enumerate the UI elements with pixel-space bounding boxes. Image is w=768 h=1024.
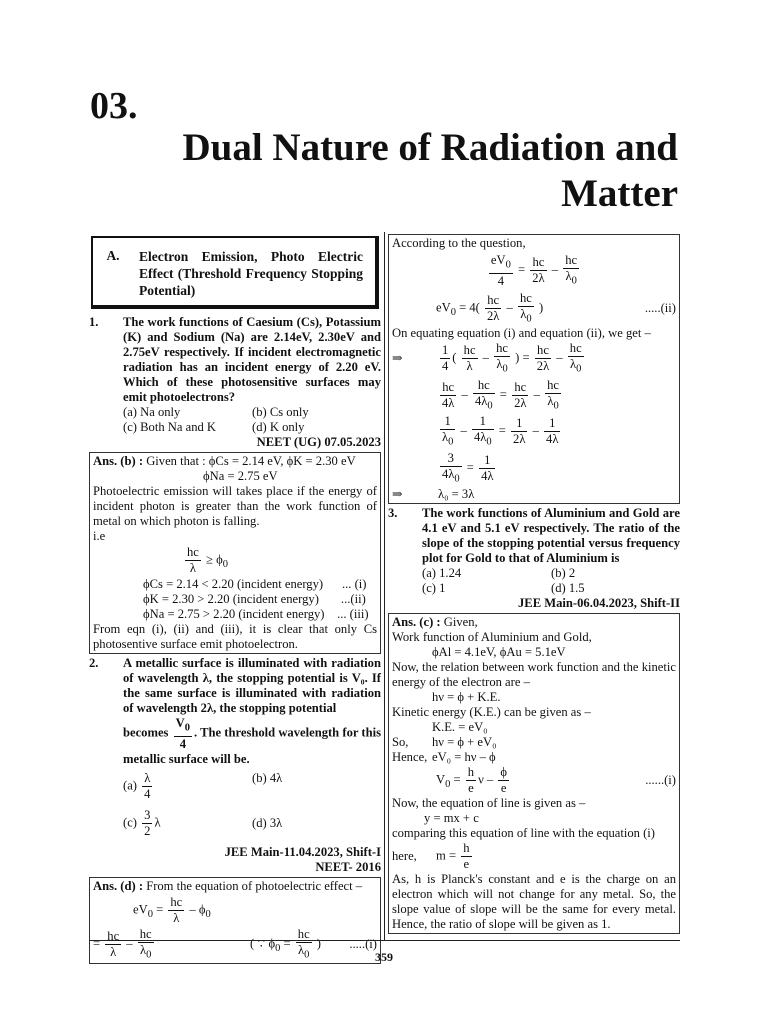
answer-label: Ans. (c) : [392,615,441,630]
answer-line-label: Hence, [392,750,428,765]
answer-label: Ans. (b) : [93,454,144,468]
option-b: (b) 2 [551,566,576,581]
question-number: 2. [89,656,99,670]
answer-ie: i.e [93,529,106,543]
continuation-intro: According to the question, [392,236,526,250]
equating-text: On equating equation (i) and equation (ii), we get – [392,326,651,341]
equating-step-1: ⇒ $\frac{1}{4}$ ( $\frac{hc}{\lambda}$ – $\frac{hc}{\lambda_0}$ ) = $\frac{hc}{2\lambda}$ – $\frac{hc}{\lambda_0}$ [392,341,582,375]
question-3 [388,506,680,566]
answer-line-3: ϕNa = 2.75 > 2.20 (incident energy) ... (iii) [143,607,369,621]
answer-line-label: So, [392,735,409,750]
right-column [388,232,680,936]
section-letter: A. [106,248,120,263]
condition-equation: $\frac{hc}{\lambda}$ ≥ $\phi_0$ [187,545,228,575]
q2-options [89,771,381,839]
equation-ii: $eV_0 = 4$( $\frac{hc}{2\lambda}$ – $\frac{hc}{\lambda_0}$ ) .....(ii) [436,290,676,325]
answer-given: Given that : ϕCs = 2.14 eV, ϕK = 2.30 eV [146,454,356,468]
equating-step-4: $\frac{3}{4\lambda_0}$ = $\frac{1}{4\lambda}$ [442,450,494,485]
answer-line: Now, the relation between work function and the kinetic energy of the electron are – [392,660,676,690]
q3-answer-box [388,613,680,934]
final-result: ⇒ λ₀ = 3λ [392,487,475,502]
question-text: The work functions of Aluminium and Gold are 4.1 eV and 5.1 eV respectively. The ratio of the slope of the stopping potential versus frequency plot for Gold to that of Aluminium is [422,506,680,566]
option-b: (b) 4λ [252,770,283,785]
answer-line: ϕAl = 4.1eV, ϕAu = 5.1eV [432,645,566,660]
option-b: (b) Cs only [252,405,309,419]
question-2 [89,656,381,767]
question-text-2: . The threshold wavelength for this metallic surface will be. [123,725,381,766]
option-a: (a) Na only [123,405,181,419]
q2-source-1: JEE Main-11.04.2023, Shift-I [224,844,381,859]
answer-line: y = mx + c [424,811,479,826]
equating-step-3: $\frac{1}{\lambda_0}$ – $\frac{1}{4\lambda_0}$ = $\frac{1}{2\lambda}$ – $\frac{1}{4\lambda}$ [442,414,559,448]
chapter-title: Dual Nature of Radiation and Matter [182,126,678,215]
column-divider [384,232,385,940]
answer-line: hν = ϕ + K.E. [432,690,501,705]
answer-text: Photoelectric emission will takes place if the energy of incident photon is greater than the work function of metal on which photon is falling. [93,484,377,528]
answer-line: Kinetic energy (K.E.) can be given as – [392,705,591,720]
slope-equation: here, m = $\frac{h}{e}$ [392,841,470,872]
section-header-box [91,236,379,309]
question-text: A metallic surface is illuminated with radiation of wavelength λ, the stopping potential is V₀. If the same surface is illuminated with radiation of wavelength 2λ, the stopping potential [123,656,381,715]
equation-i: $V_0$ = $\frac{h}{e}$ ν – $\frac{\phi}{e}$ ......(i) [436,765,676,796]
answer-line-2: ϕK = 2.30 > 2.20 (incident energy) ...(ii) [143,592,366,606]
answer-given-na: ϕNa = 2.75 eV [203,469,278,483]
option-c: (c) $\frac{3}{2}$ λ [123,807,161,838]
answer-line: Work function of Aluminium and Gold, [392,630,592,645]
equation-tag: .....(ii) [644,300,676,315]
result-value: λ₀ = 3λ [438,487,475,502]
answer-line: K.E. = eV₀ [432,720,488,735]
equation-stopping: $\frac{eV_0}{4}$ = $\frac{hc}{2\lambda}$ – $\frac{hc}{\lambda_0}$ [490,253,578,288]
q3-options [388,566,680,596]
answer-conclusion: From eqn (i), (ii) and (iii), it is clear that only Cs photosentive surface emit photoelectron. [93,622,377,651]
q1-answer-box [89,452,381,654]
answer-line: comparing this equation of line with the equation (i) [392,826,656,841]
option-d: (d) K only [252,420,305,434]
question-text: The work functions of Caesium (Cs), Potassium (K) and Sodium (Na) are 2.14eV, 2.30eV and 2.75eV respectively. If incident electromagnetic radiation has an incident energy of 2.20 eV. Which of these photosensitive surfaces may emit photoelectrons? [123,315,381,404]
q1-source: NEET (UG) 07.05.2023 [256,435,381,449]
page-number: 359 [375,950,393,964]
q2-answer-continued [388,234,680,504]
photoelectric-equation: $eV_0$ = $\frac{hc}{\lambda}$ – $\phi_0$ [133,894,211,925]
answer-conclusion: As, h is Planck's constant and e is the charge on an electron which will not change for any metal. So, the slope value of slope will be the same for every metal. Hence, the ratio of slope will be given as 1. [392,872,676,932]
left-column [89,232,381,966]
answer-given: Given, [443,615,478,630]
equation-i: = $\frac{hc}{\lambda}$ – $\frac{hc}{\lambda_0}$ ( ∵ $\phi_0$ = $\frac{hc}{\lambda_0}$ ) .....(i) [93,926,377,961]
answer-text: From the equation of photoelectric effect – [146,878,363,893]
option-d: (d) 3λ [252,815,283,830]
answer-line: eV₀ = hν – ϕ [432,750,496,765]
q1-options [89,405,381,435]
answer-line-1: ϕCs = 2.14 < 2.20 (incident energy) ... (i) [143,577,367,591]
option-c: (c) Both Na and K [123,420,217,434]
v0-over-4: $\frac{V_0}{4}$ [175,716,191,751]
chapter-number: 03. [90,85,138,127]
q2-source-2: NEET- 2016 [315,859,381,874]
question-number: 3. [388,506,398,521]
equation-tag: .....(i) [349,936,377,951]
option-a: (a) $\frac{\lambda}{4}$ [123,770,151,801]
question-number: 1. [89,315,99,329]
answer-line-label: here, [392,849,417,864]
section-title: Electron Emission, Photo Electric Effect (Threshold Frequency Stopping Potential) [139,249,363,298]
option-a: (a) 1.24 [422,566,462,581]
equation-tag: ......(i) [645,773,676,788]
answer-label: Ans. (d) : [93,878,144,893]
option-d: (d) 1.5 [551,581,585,596]
answer-line: hν = ϕ + eV₀ [432,735,497,750]
question-becomes: becomes [123,725,169,740]
q3-source: JEE Main-06.04.2023, Shift-II [518,596,680,611]
option-c: (c) 1 [422,581,446,596]
equating-step-2: $\frac{hc}{4\lambda}$ – $\frac{hc}{4\lambda_0}$ = $\frac{hc}{2\lambda}$ – $\frac{hc}{\lambda_0}$ [442,377,559,412]
bottom-rule [89,940,680,941]
question-1 [89,315,381,405]
answer-line: Now, the equation of line is given as – [392,796,586,811]
